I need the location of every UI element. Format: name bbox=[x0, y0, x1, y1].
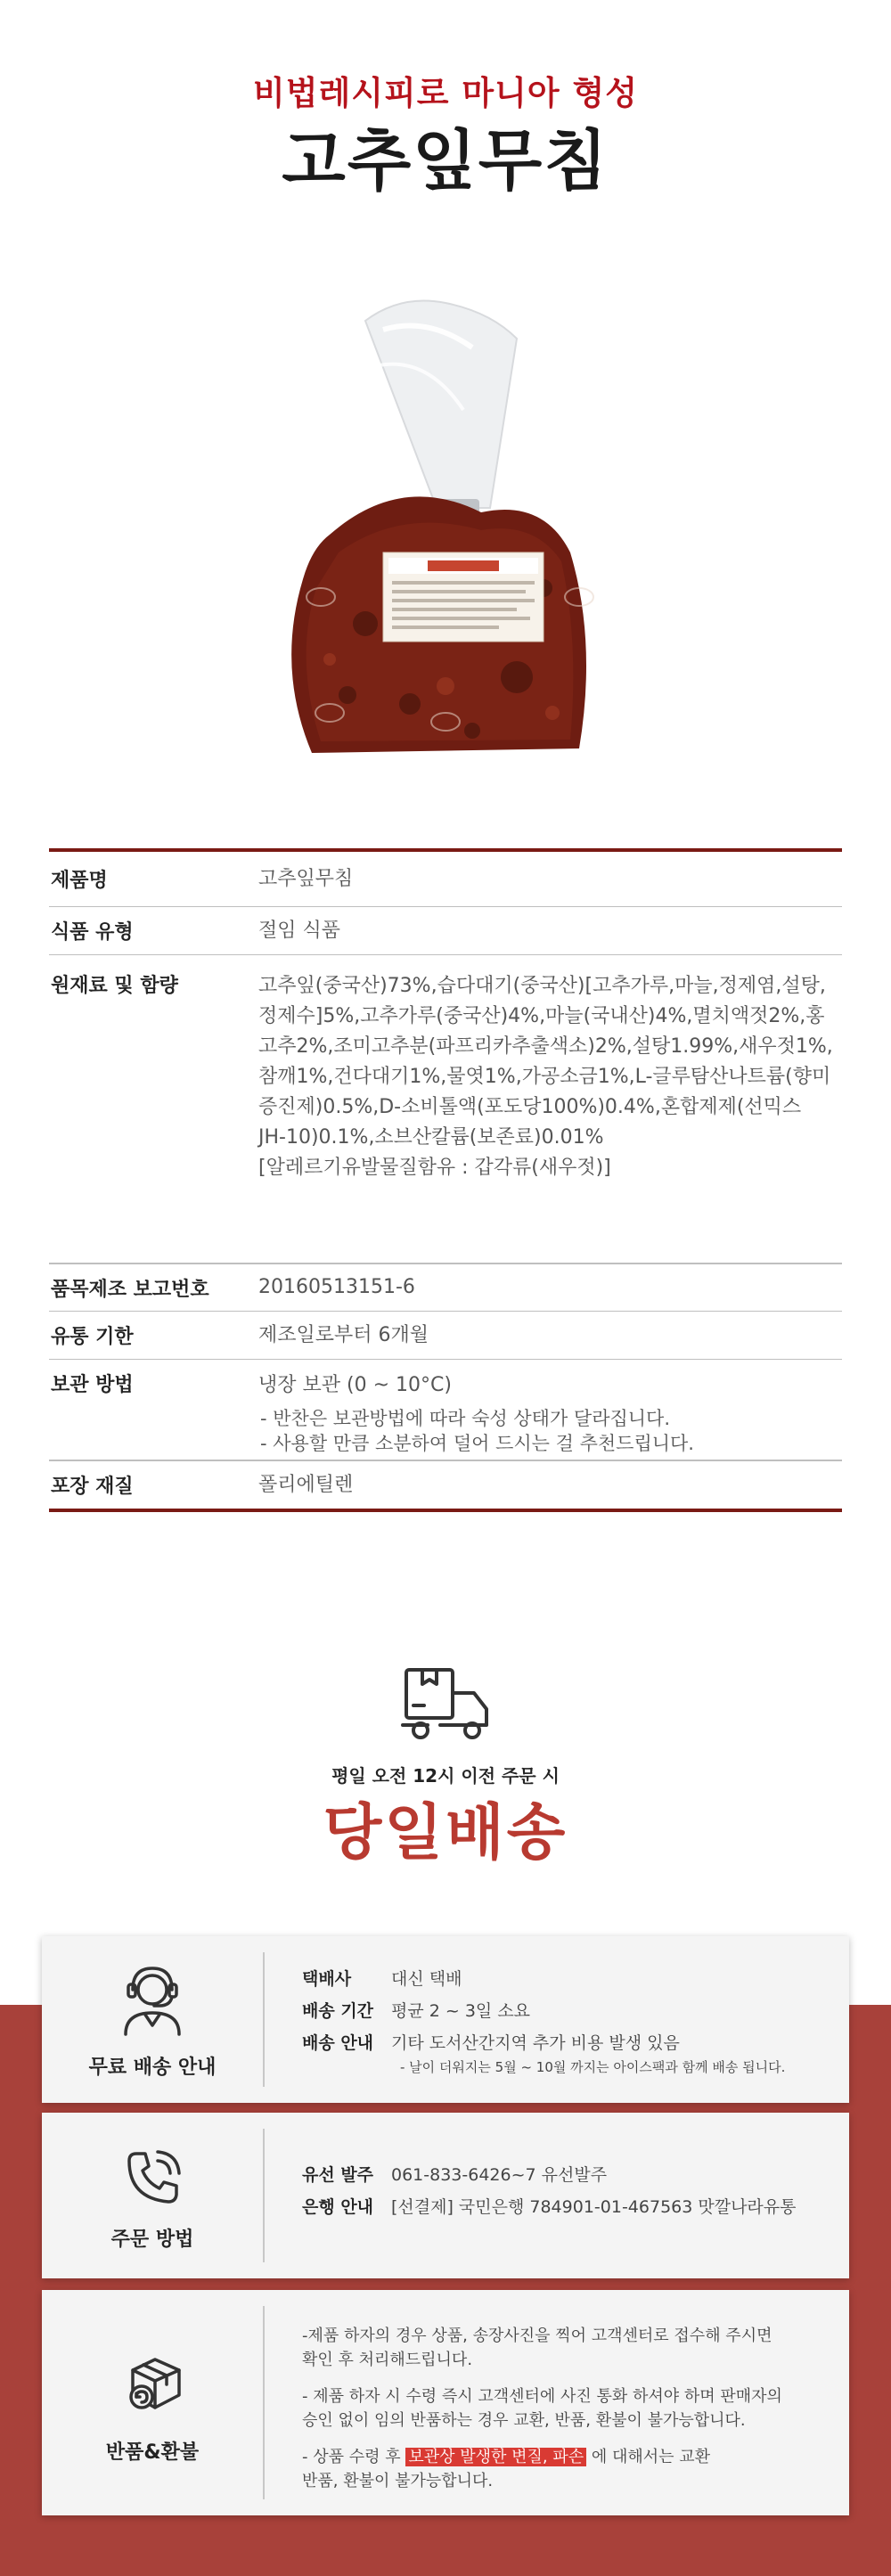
product-info-table bbox=[49, 848, 842, 1512]
storage-method: 냉장 보관 (0 ~ 10°C) bbox=[258, 1374, 452, 1396]
return-policy-paragraph bbox=[302, 2384, 831, 2433]
ingredients-line: 정제수]5%,고추가루(중국산)4%,마늘(국내산)4%,멸치액젓2%,홍 bbox=[258, 1005, 825, 1027]
policy-text: - 상품 수령 후 bbox=[302, 2448, 406, 2466]
storage-note: - 반찬은 보관방법에 따라 숙성 상태가 달라집니다. bbox=[260, 1408, 671, 1429]
return-details bbox=[302, 2324, 831, 2506]
packaging-value: 폴리에틸렌 bbox=[258, 1473, 354, 1496]
table-row bbox=[49, 852, 842, 907]
report-no-value: 20160513151-6 bbox=[258, 1276, 415, 1298]
storage-value bbox=[258, 1370, 842, 1460]
table-row bbox=[49, 1360, 842, 1460]
period-value: 평균 2 ~ 3일 소요 bbox=[391, 2001, 531, 2021]
phone-order-label: 유선 발주 bbox=[302, 2165, 374, 2185]
order-method-card bbox=[42, 2113, 849, 2278]
ice-pack-note: - 날이 더워지는 5월 ~ 10월 까지는 아이스팩과 함께 배송 됩니다. bbox=[400, 2059, 786, 2075]
return-caption: 반품&환불 bbox=[105, 2441, 200, 2464]
return-box-icon bbox=[124, 2352, 186, 2415]
period-label: 배송 기간 bbox=[302, 2001, 374, 2021]
policy-line: 승인 없이 임의 반품하는 경우 교환, 반품, 환불이 불가능합니다. bbox=[302, 2411, 746, 2430]
phone-icon bbox=[124, 2148, 183, 2207]
product-name-value: 고추잎무침 bbox=[258, 867, 354, 890]
shipping-details bbox=[302, 1968, 831, 2076]
policy-text: 에 대해서는 교환 bbox=[586, 2448, 710, 2466]
food-type-label: 식품 유형 bbox=[51, 921, 134, 944]
guide-label: 배송 안내 bbox=[302, 2033, 374, 2053]
delivery-truck-icon bbox=[401, 1666, 494, 1743]
phone-order-row bbox=[302, 2164, 831, 2186]
card-divider bbox=[263, 2129, 265, 2262]
policy-line: -제품 하자의 경우 상품, 송장사진을 찍어 고객센터로 접수해 주시면 bbox=[302, 2327, 772, 2345]
ingredients-line: 고추잎(중국산)73%,습다대기(중국산)[고추가루,마늘,정제염,설탕, bbox=[258, 975, 826, 997]
order-caption: 주문 방법 bbox=[110, 2228, 194, 2251]
shelf-life-value: 제조일로부터 6개월 bbox=[258, 1323, 429, 1346]
page-title: 고추잎무침 bbox=[282, 123, 609, 200]
period-row bbox=[302, 2000, 831, 2022]
courier-row bbox=[302, 1968, 831, 1990]
packaging-label: 포장 재질 bbox=[51, 1476, 134, 1498]
guide-value: 기타 도서산간지역 추가 비용 발생 있음 bbox=[391, 2033, 680, 2053]
shipping-caption: 무료 배송 안내 bbox=[88, 2057, 217, 2079]
policy-line: 반품, 환불이 불가능합니다. bbox=[302, 2472, 494, 2490]
headset-agent-icon bbox=[119, 1963, 186, 2036]
delivery-condition: 평일 오전 12시 이전 주문 시 bbox=[331, 1765, 560, 1787]
bank-value: [선결제] 국민은행 784901-01-467563 맛깔나라유통 bbox=[391, 2197, 797, 2217]
report-no-label: 품목제조 보고번호 bbox=[51, 1278, 209, 1301]
same-day-delivery-title: 당일배송 bbox=[323, 1798, 568, 1869]
storage-label: 보관 방법 bbox=[51, 1374, 134, 1396]
policy-line: 확인 후 처리해드립니다. bbox=[302, 2351, 473, 2369]
return-policy-paragraph bbox=[302, 2445, 831, 2493]
phone-order-value: 061-833-6426~7 유선발주 bbox=[391, 2165, 608, 2185]
subtitle: 비법레시피로 마니아 형성 bbox=[253, 74, 638, 112]
storage-note: - 사용할 만큼 소분하여 덜어 드시는 걸 추천드립니다. bbox=[260, 1433, 694, 1454]
ingredients-label: 원재료 및 함량 bbox=[51, 975, 178, 997]
table-row bbox=[49, 1312, 842, 1360]
policy-line bbox=[302, 2445, 831, 2469]
policy-line: - 제품 하자 시 수령 즉시 고객센터에 사진 통화 하셔야 하며 판매자의 bbox=[302, 2387, 782, 2406]
table-row bbox=[49, 1460, 842, 1509]
shelf-life-label: 유통 기한 bbox=[51, 1326, 134, 1348]
allergen-line: [알레르기유발물질함유 : 갑각류(새우젓)] bbox=[258, 1157, 611, 1179]
guide-row bbox=[302, 2032, 831, 2054]
return-refund-card bbox=[42, 2290, 849, 2515]
order-details bbox=[302, 2164, 831, 2228]
product-name-label: 제품명 bbox=[51, 870, 108, 892]
food-type-value: 절임 식품 bbox=[258, 919, 341, 942]
table-row bbox=[49, 955, 842, 1263]
courier-value: 대신 택배 bbox=[391, 1969, 462, 1989]
courier-label: 택배사 bbox=[302, 1969, 352, 1989]
ingredients-line: JH-10)0.1%,소브산칼륨(보존료)0.01% bbox=[258, 1126, 604, 1149]
card-divider bbox=[263, 1952, 265, 2087]
card-divider bbox=[263, 2306, 265, 2499]
ingredients-line: 참깨1%,건다대기1%,물엿1%,가공소금1%,L-글루탐산나트륨(향미 bbox=[258, 1066, 831, 1088]
ingredients-line: 고추2%,조미고추분(파프리카추출색소)2%,설탕1.99%,새우젓1%, bbox=[258, 1035, 833, 1058]
highlight-text: 보관상 발생한 변질, 파손 bbox=[405, 2448, 586, 2466]
shipping-info-card bbox=[42, 1936, 849, 2103]
bank-label: 은행 안내 bbox=[302, 2197, 374, 2217]
ingredients-line: 증진제)0.5%,D-소비톨액(포도당100%)0.4%,혼합제제(선믹스 bbox=[258, 1096, 802, 1118]
table-row bbox=[49, 907, 842, 955]
table-bottom-rule bbox=[49, 1509, 842, 1512]
return-policy-paragraph bbox=[302, 2324, 831, 2372]
table-row bbox=[49, 1263, 842, 1312]
bank-row bbox=[302, 2196, 831, 2218]
product-image bbox=[223, 285, 686, 766]
ingredients-value bbox=[258, 971, 842, 1263]
